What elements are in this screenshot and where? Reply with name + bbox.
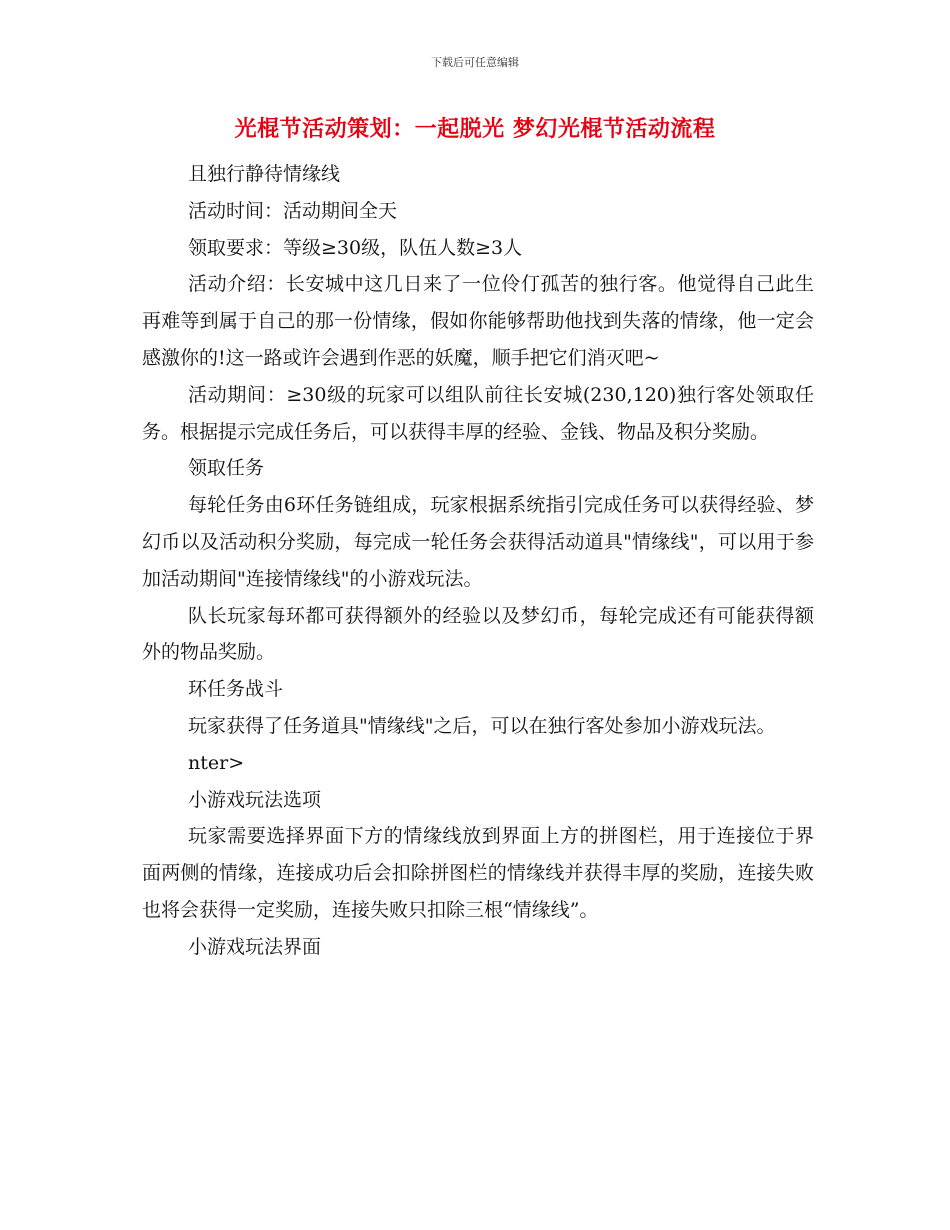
paragraph-minigame-entry: 玩家获得了任务道具"情缘线"之后，可以在独行客处参加小游戏玩法。 [188, 714, 776, 737]
paragraph-stray-tag: nter> [188, 751, 245, 774]
paragraph-heading-minigame-interface: 小游戏玩法界面 [188, 935, 322, 958]
header-note: 下载后可任意编辑 [431, 56, 519, 69]
paragraph-introduction: 活动介绍：长安城中这几日来了一位伶仃孤苦的独行客。他觉得自己此生再难等到属于自己的那一份情缘，假如你能够帮助他找到失落的情缘，他一定会感激你的!这一路或许会遇到作恶的妖魔，顺手把它们消灭吧~ [142, 273, 814, 369]
paragraph-task-chain: 每轮任务由6环任务链组成，玩家根据系统指引完成任务可以获得经验、梦幻币以及活动积分奖励，每完成一轮任务会获得活动道具"情缘线"，可以用于参加活动期间"连接情缘线"的小游戏玩法。 [142, 494, 814, 590]
paragraph-activity-period: 活动期间：≥30级的玩家可以组队前往长安城(230,120)独行客处领取任务。根据提示完成任务后，可以获得丰厚的经验、金钱、物品及积分奖励。 [142, 383, 814, 443]
paragraph-activity-time: 活动时间：活动期间全天 [188, 199, 398, 222]
paragraph-heading-ring-battle: 环任务战斗 [188, 678, 284, 701]
paragraph-leader-bonus: 队长玩家每环都可获得额外的经验以及梦幻币，每轮完成还有可能获得额外的物品奖励。 [142, 604, 814, 664]
document-title: 光棍节活动策划：一起脱光 梦幻光棍节活动流程 [234, 117, 716, 142]
document-body [142, 156, 814, 966]
paragraph-minigame-rules: 玩家需要选择界面下方的情缘线放到界面上方的拼图栏，用于连接位于界面两侧的情缘，连接成功后会扣除拼图栏的情缘线并获得丰厚的奖励，连接失败也将会获得一定奖励，连接失败只扣除三根“情缘线”。 [142, 825, 814, 921]
paragraph-heading-get-task: 领取任务 [188, 457, 265, 480]
paragraph-requirements: 领取要求：等级≥30级，队伍人数≥3人 [188, 236, 523, 259]
paragraph-subtitle: 且独行静待情缘线 [188, 163, 341, 185]
paragraph-heading-minigame-options: 小游戏玩法选项 [188, 788, 322, 811]
